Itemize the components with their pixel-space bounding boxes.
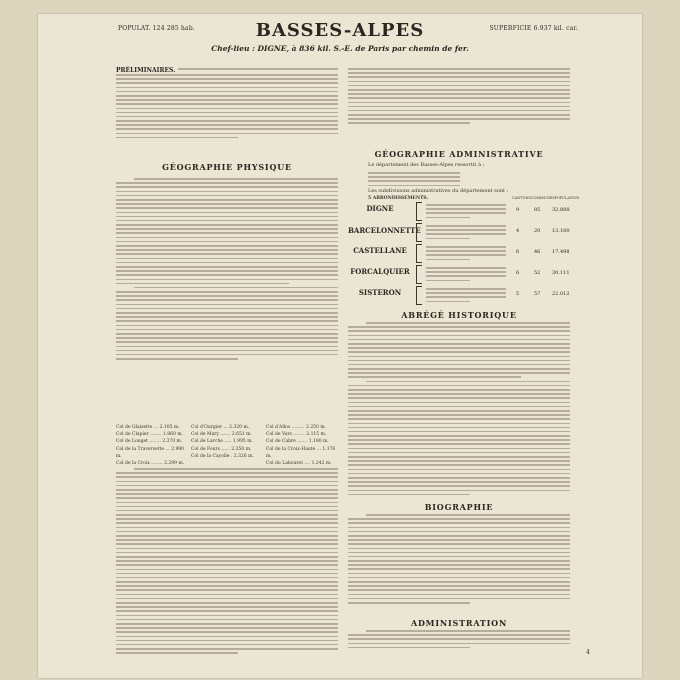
district-bracket <box>416 265 422 284</box>
population-label: POPULAT. 124 285 hab. <box>118 25 195 32</box>
preliminaires-text-block <box>116 74 338 141</box>
header-cantons: CANTONS <box>512 196 531 200</box>
district-communes: 46 <box>534 249 541 255</box>
altitude-row: Col de la Cayolle . 2.326 m. <box>191 453 254 459</box>
district-bracket <box>416 286 422 305</box>
altitude-row: Col de Cabre ....... 1.180 m. <box>266 439 329 445</box>
chef-lieu-line: Chef-lieu : DIGNE, à 836 kil. S.-E. de Paris par chemin de fer. <box>211 44 469 53</box>
district-bracket <box>416 244 422 263</box>
admin-ressort-list <box>368 172 460 189</box>
district-population: 13.180 <box>552 228 570 234</box>
intro-continued-text <box>348 68 570 127</box>
district-cantons: 6 <box>516 270 520 276</box>
district-communes: 85 <box>534 207 541 213</box>
section-heading-geographie-physique: GÉOGRAPHIE PHYSIQUE <box>162 162 292 172</box>
altitude-row: Col du Labouret .... 1.242 m. <box>266 461 332 467</box>
altitude-row: Col de Larche ..... 1.995 m. <box>191 439 253 445</box>
section-heading-abrege-historique: ABRÉGÉ HISTORIQUE <box>401 310 517 320</box>
district-population: 17.498 <box>552 249 570 255</box>
district-cantons-list <box>426 246 506 263</box>
page-title: BASSES-ALPES <box>255 20 425 41</box>
district-name: DIGNE <box>366 204 394 213</box>
admin-intro: Le département des Basses-Alpes ressortit à : <box>368 162 485 168</box>
altitude-row: Col de la Croix ........ 2.299 m. <box>116 461 185 467</box>
district-name: SISTERON <box>358 288 402 297</box>
district-communes: 52 <box>534 270 541 276</box>
superficie-label: SUPERFICIE 6.937 kil. car. <box>489 25 578 32</box>
district-population: 22.012 <box>552 291 570 297</box>
document-page <box>38 14 642 678</box>
district-table-header <box>512 195 580 202</box>
hydrographie-text <box>116 468 338 656</box>
biographie-text <box>348 514 570 606</box>
histoire-text <box>348 322 570 498</box>
district-name: FORCALQUIER <box>350 267 410 276</box>
district-bracket <box>416 202 422 221</box>
altitude-row: Col de Glaizette ... 2.105 m. <box>116 425 180 430</box>
altitude-row: Col d'Ourgier ... 2.320 m. <box>191 425 250 430</box>
altitudes-table-1 <box>116 424 188 467</box>
preliminaires-label: PRÉLIMINAIRES. <box>116 67 176 74</box>
section-heading-biographie: BIOGRAPHIE <box>424 502 494 512</box>
district-name: CASTELLANE <box>353 246 407 255</box>
district-cantons-list <box>426 267 506 284</box>
subdivisions-intro: Les subdivisions administratives du département sont : <box>368 188 509 194</box>
altitude-row: Col de Clapier ........ 1.860 m. <box>116 432 184 438</box>
district-population: 30.111 <box>552 270 570 276</box>
left-column <box>116 62 338 662</box>
district-cantons-list <box>426 204 506 221</box>
altitude-row: Col d'Allos ......... 2.250 m. <box>266 425 327 430</box>
district-cantons: 5 <box>516 291 520 297</box>
district-communes: 20 <box>534 228 541 234</box>
altitude-row: Col de Fours ...... 2.350 m. <box>191 446 252 452</box>
district-cantons-list <box>426 225 506 242</box>
section-heading-geographie-administrative: GÉOGRAPHIE ADMINISTRATIVE <box>374 149 544 159</box>
district-population: 32.888 <box>552 207 570 213</box>
arrondissements-label: 5 ARRONDISSEMENTS. <box>368 196 429 201</box>
section-heading-administration: ADMINISTRATION <box>410 618 508 628</box>
district-cantons: 4 <box>516 228 520 234</box>
altitude-row: Col de Longet ........ 2.370 m. <box>116 439 183 445</box>
page-number: 4 <box>586 649 590 656</box>
district-bracket <box>416 223 422 242</box>
district-cantons: 6 <box>516 249 520 255</box>
altitudes-table-3 <box>266 424 338 467</box>
right-column <box>348 62 580 662</box>
geographie-physique-text <box>116 178 338 362</box>
altitude-row: Col de Mary ....... 2.651 m. <box>191 432 252 438</box>
header-population: POPULATION <box>554 196 580 200</box>
district-cantons-list <box>426 288 506 305</box>
district-cantons: 9 <box>516 207 520 213</box>
altitude-row: Col de Vars ........ 2.115 m. <box>266 432 327 438</box>
preliminaires-text <box>178 68 338 72</box>
administration-text <box>348 630 570 651</box>
altitude-row: Col de la Croix-Haute ... 1.176 m. <box>266 446 336 459</box>
header-communes: COMMUNES <box>530 196 555 200</box>
altitude-row: Col de la Traversette ... 2.990 m. <box>116 446 185 459</box>
altitudes-table-2 <box>191 424 263 460</box>
district-name: BARCELONNETTE <box>348 226 421 235</box>
district-communes: 57 <box>534 291 541 297</box>
